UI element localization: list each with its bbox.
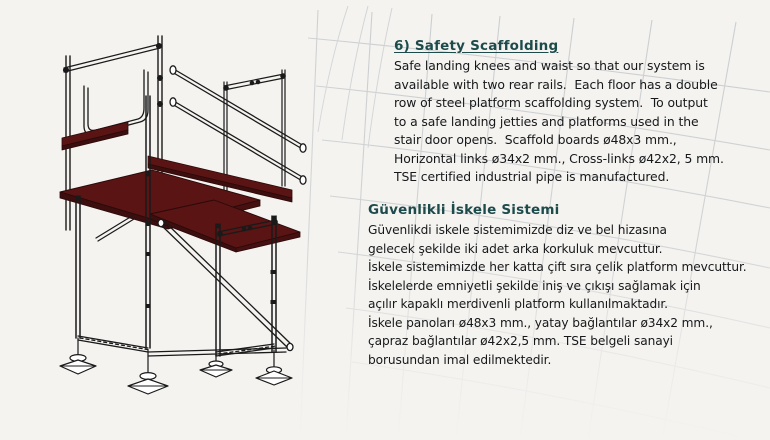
english-line: row of steel platform scaffolding system. To output [394,95,708,110]
english-line: Horizontal links ø34x2 mm., Cross-links ø42x2, 5 mm. [394,150,724,166]
turkish-line: açılır kapaklı merdivenli platform kullanılmaktadır. [368,297,668,311]
english-line: stair door opens. Scaffold boards ø48x3 mm., [394,132,677,147]
turkish-line: İskele panoları ø48x3 mm., yatay bağlantılar ø34x2 mm., [368,315,713,330]
turkish-line: gelecek şekilde iki adet arka korkuluk mevcuttur. [368,241,663,256]
turkish-line: çapraz bağlantılar ø42x2,5 mm. TSE belgeli sanayi [368,334,673,348]
turkish-line: İskele sistemimizde her katta çift sıra çelik platform mevcuttur. [368,260,747,274]
turkish-line: borusundan imal edilmektedir. [368,352,552,367]
turkish-body [368,221,766,369]
turkish-heading: Güvenlikli İskele Sistemi [368,202,560,218]
scaffolding-illustration [0,0,360,440]
text-column [368,0,770,440]
english-description-block [394,38,766,187]
english-heading: 6) Safety Scaffolding [394,38,559,54]
english-line: to a safe landing jetties and platforms used in the [394,113,699,129]
english-body [394,57,766,187]
turkish-line: İskelelerde emniyetli şekilde iniş ve çıkışı sağlamak için [368,278,701,293]
english-line: TSE certified industrial pipe is manufactured. [394,169,670,184]
turkish-line: Güvenlikdi iskele sistemimizde diz ve bel hizasına [368,223,667,237]
english-line: Safe landing knees and waist so that our system is [394,58,705,73]
turkish-description-block [368,202,766,369]
english-line: available with two rear rails. Each floor has a double [394,76,718,92]
